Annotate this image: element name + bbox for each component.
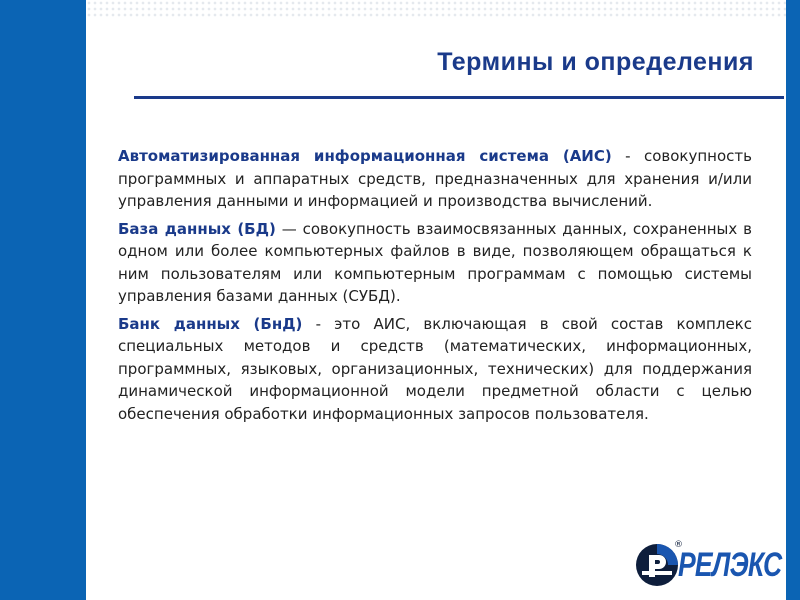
definition-bnd-text: - это АИС, включающая в свой состав комплекс специальных методов и средств (математических, информационных, программных, языковых, организационных, технических) для поддержания динамической информационной модели предметной области с целью обеспечения обработки информационных запросов пользователя. [118,314,752,423]
slide-title: Термины и определения [437,48,754,76]
definition-ais [118,145,752,213]
logo-wordmark: РЕЛЭКС [678,546,782,584]
title-underline [134,96,784,99]
top-dot-pattern [86,0,786,18]
term-ais: Автоматизированная информационная система (АИС) [118,147,612,165]
term-bnd: Банк данных (БнД) [118,314,303,333]
left-side-bar [0,0,86,600]
definition-ais-text: - совокупность программных и аппаратных средств, предназначенных для хранения и/или управления данными и информацией и производства вычислений. [118,147,752,210]
definition-bnd [118,313,752,426]
definitions-list [118,145,752,430]
definition-bd-text: — совокупность взаимосвязанных данных, сохраненных в одном или более компьютерных файлов в виде, позволяющем обращаться к ним пользователям или компьютерным программам с помощью системы управления базами данных (СУБД). [118,219,753,305]
term-bd: База данных (БД) [118,219,276,238]
registered-mark: ® [674,540,683,550]
right-side-bar [786,0,800,600]
relex-logo [634,540,782,590]
definition-bd [118,218,752,308]
